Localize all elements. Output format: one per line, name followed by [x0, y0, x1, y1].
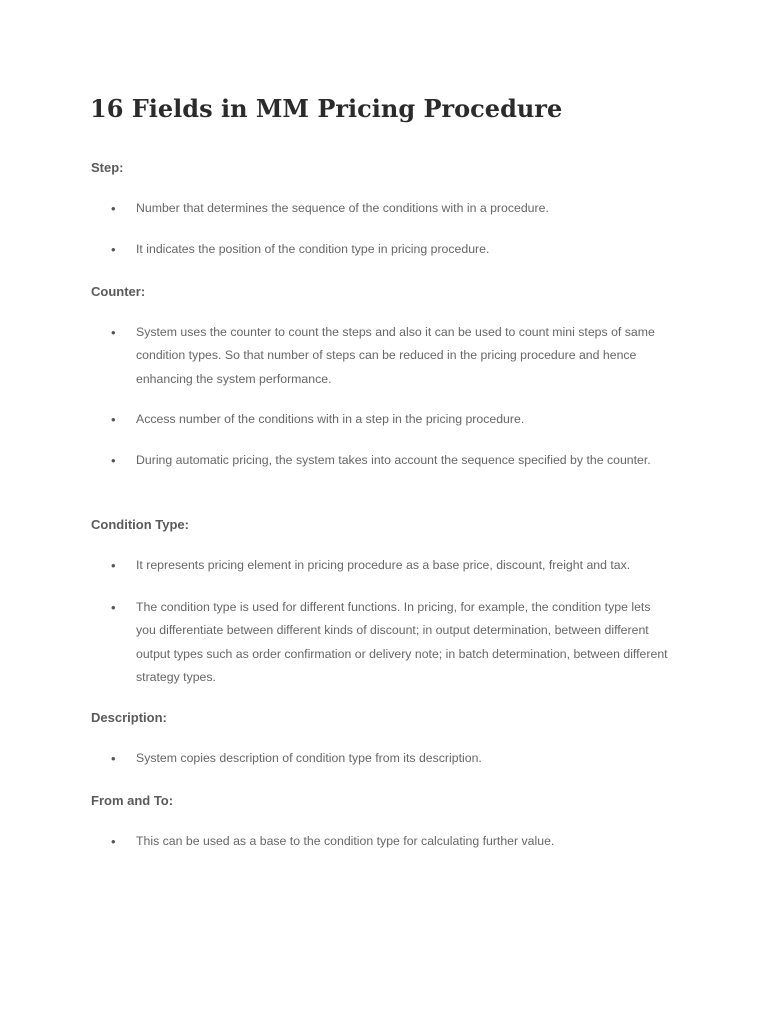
section-heading-from-and-to: From and To: [91, 793, 174, 808]
bullet-icon: • [111, 453, 116, 468]
list-item [111, 449, 671, 472]
list-item-text: Access number of the conditions with in a step in the pricing procedure. [136, 412, 525, 426]
section-heading-condition-type: Condition Type: [91, 517, 189, 532]
list-item [111, 830, 671, 853]
list-item [111, 747, 671, 770]
list-item-text: System uses the counter to count the steps and also it can be used to count mini steps of same condition types. So that number of steps can be reduced in the pricing procedure and hence enhancing the system performance. [136, 325, 655, 386]
section-heading-counter: Counter: [91, 284, 146, 299]
list-item-text: The condition type is used for different functions. In pricing, for example, the condition type lets you differentiate between different kinds of discount; in output determination, between different output types such as order confirmation or delivery note; in batch determination, between different strategy types. [136, 600, 668, 685]
list-item [111, 596, 671, 690]
list-item-text: This can be used as a base to the condition type for calculating further value. [136, 834, 555, 848]
bullet-icon: • [111, 412, 116, 427]
bullet-icon: • [111, 242, 116, 257]
list-item [111, 321, 671, 391]
list-item-text: Number that determines the sequence of the conditions with in a procedure. [136, 201, 549, 215]
list-item-text: System copies description of condition type from its description. [136, 751, 482, 765]
list-item-text: It represents pricing element in pricing procedure as a base price, discount, freight and tax. [136, 558, 631, 572]
bullet-icon: • [111, 751, 116, 766]
bullet-icon: • [111, 325, 116, 340]
page-title: 16 Fields in MM Pricing Procedure [90, 94, 563, 123]
list-item [111, 238, 671, 261]
bullet-icon: • [111, 201, 116, 216]
bullet-icon: • [111, 600, 116, 615]
list-item-text: During automatic pricing, the system takes into account the sequence specified by the counter. [136, 453, 651, 467]
list-item [111, 554, 671, 577]
bullet-icon: • [111, 834, 116, 849]
section-heading-description: Description: [91, 710, 167, 725]
section-heading-step: Step: [91, 160, 124, 175]
list-item [111, 197, 671, 220]
list-item-text: It indicates the position of the condition type in pricing procedure. [136, 242, 490, 256]
list-item [111, 408, 671, 431]
bullet-icon: • [111, 558, 116, 573]
